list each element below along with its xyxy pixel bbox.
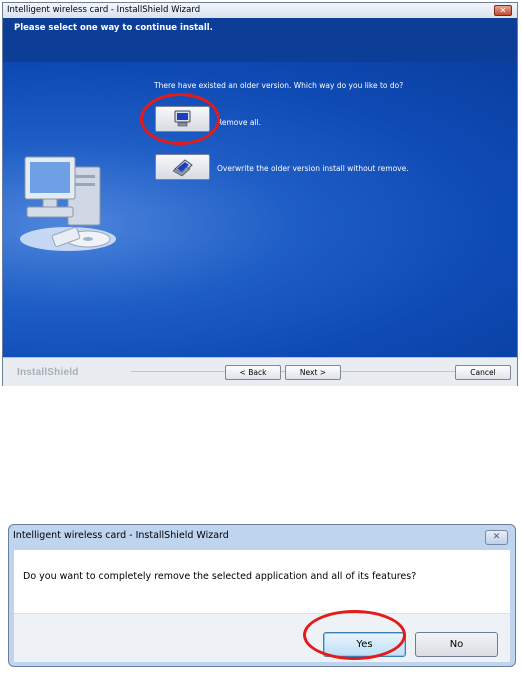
dialog-button-bar xyxy=(14,613,510,662)
installshield-wizard-window xyxy=(2,2,518,386)
highlight-ellipse-remove-all xyxy=(140,93,220,145)
wizard-header-text: Please select one way to continue install. xyxy=(14,23,213,33)
dialog-title: Intelligent wireless card - InstallShield Wizard xyxy=(13,530,229,541)
wizard-title: Intelligent wireless card - InstallShield Wizard xyxy=(7,5,201,15)
overwrite-button[interactable] xyxy=(155,154,210,180)
confirm-remove-dialog xyxy=(8,524,516,667)
dialog-close-button[interactable]: ✕ xyxy=(485,530,508,545)
dialog-content xyxy=(14,550,510,613)
no-button[interactable]: No xyxy=(415,632,498,657)
computer-illustration xyxy=(13,147,128,257)
wizard-body xyxy=(3,62,517,357)
wizard-header xyxy=(3,18,517,62)
back-button[interactable]: < Back xyxy=(225,365,281,380)
next-button[interactable]: Next > xyxy=(285,365,341,380)
wizard-footer xyxy=(3,357,517,386)
cancel-button[interactable]: Cancel xyxy=(455,365,511,380)
overwrite-label: Overwrite the older version install without remove. xyxy=(217,164,409,173)
highlight-ellipse-yes xyxy=(303,610,406,660)
remove-all-label: Remove all. xyxy=(217,118,261,127)
dialog-message: Do you want to completely remove the selected application and all of its features? xyxy=(23,571,417,582)
wizard-question: There have existed an older version. Which way do you like to do? xyxy=(154,81,404,90)
wizard-close-button[interactable]: ✕ xyxy=(494,5,512,16)
installshield-brand: InstallShield xyxy=(17,367,79,378)
laptop-icon xyxy=(156,155,209,179)
yes-button[interactable]: Yes xyxy=(323,632,406,657)
wizard-title-bar xyxy=(3,3,517,19)
